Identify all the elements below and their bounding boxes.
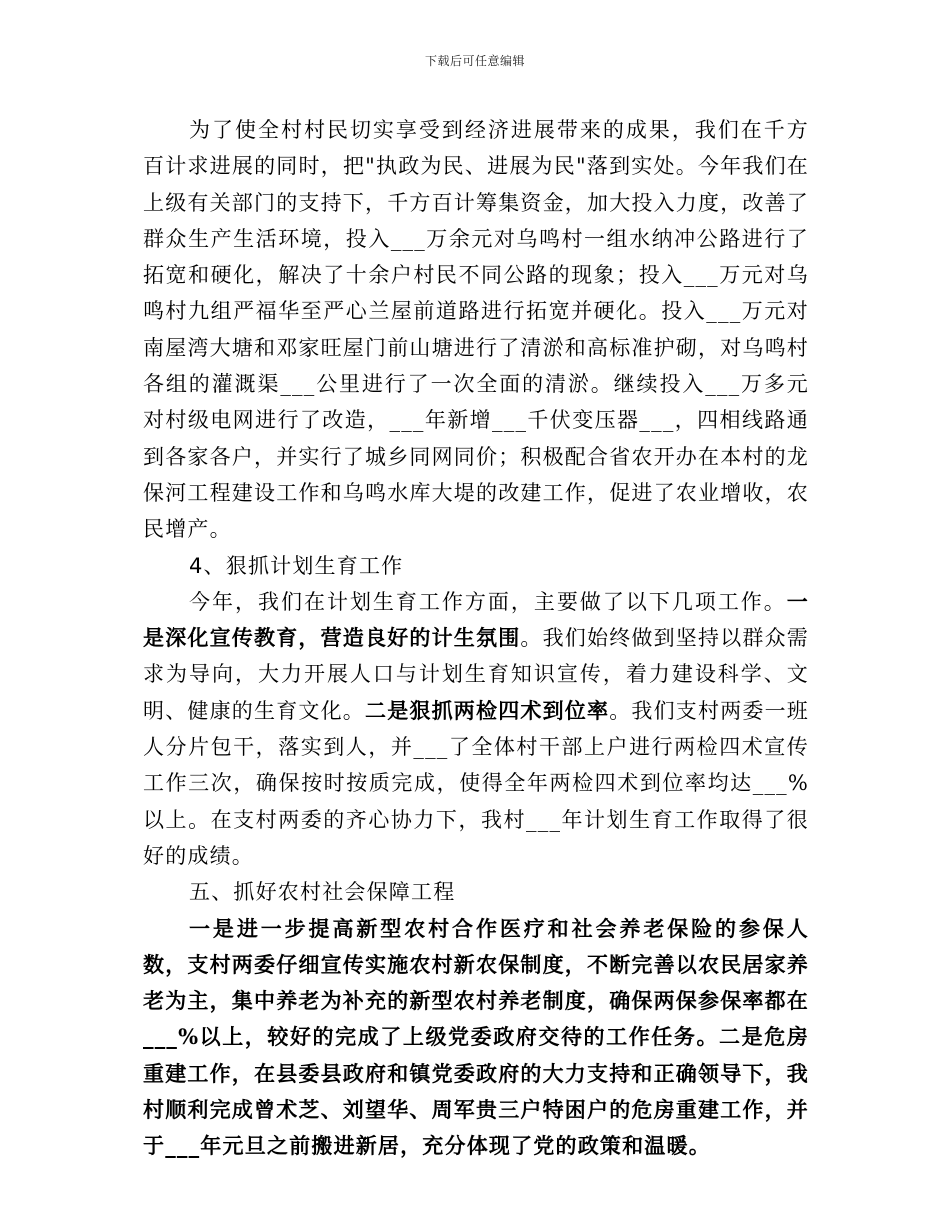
paragraph-text: 。我们始终做到坚持以群众需求为导向，大力开展人口与计划生育知识宣传，着力建设科学、文明、健康的生育文化。 (143, 626, 810, 723)
paragraph-text: 。我们支村两委一班人分片包干，落实到人，并___了全体村干部上户进行两检四术宣传工作三次，确保按时按质完成，使得全年两检四术到位率均达___%以上。在支村两委的齐心协力下，我村___年计划生育工作取得了很好的成绩。 (143, 698, 810, 868)
section-heading-social-security: 五、抓好农村社会保障工程 (189, 880, 456, 905)
paragraph-family-planning (143, 584, 809, 874)
bold-point-two: 二是狠抓两检四术到位率 (365, 697, 610, 723)
paragraph-social-security: 一是进一步提高新型农村合作医疗和社会养老保险的参保人数，支村两委仔细宣传实施农村新农保制度，不断完善以农民居家养老为主，集中养老为补充的新型农村养老制度，确保两保参保率都在___%以上，较好的完成了上级党委政府交待的工作任务。二是危房重建工作，在县委县政府和镇党委政府的大力支持和正确领导下，我村顺利完成曾术芝、刘望华、周军贵三户特困户的危房重建工作，并于___年元旦之前搬进新居，充分体现了党的政策和温暖。 (143, 915, 809, 1159)
page-header: 下载后可任意编辑 (424, 54, 525, 68)
bold-point-one: 一是深化宣传教育，营造良好的计生氛围 (143, 588, 809, 651)
section-heading-family-planning: 4、狠抓计划生育工作 (189, 553, 404, 578)
paragraph-infrastructure: 为了使全村村民切实享受到经济进展带来的成果，我们在千方百计求进展的同时，把"执政为民、进展为民"落到实处。今年我们在上级有关部门的支持下，千方百计筹集资金，加大投入力度，改善了群众生产生活环境，投入___万余元对乌鸣村一组水纳冲公路进行了拓宽和硬化，解决了十余户村民不同公路的现象；投入___万元对乌鸣村九组严福华至严心兰屋前道路进行拓宽并硬化。投入___万元对南屋湾大塘和邓家旺屋门前山塘进行了清淤和高标准护砌，对乌鸣村各组的灌溉渠___公里进行了一次全面的清淤。继续投入___万多元对村级电网进行了改造，___年新增___千伏变压器___，四相线路通到各家各户，并实行了城乡同网同价；积极配合省农开办在本村的龙保河工程建设工作和乌鸣水库大堤的改建工作，促进了农业增收，农民增产。 (143, 118, 809, 542)
document-body (143, 112, 809, 1165)
paragraph-intro: 今年，我们在计划生育工作方面，主要做了以下几项工作。 (189, 589, 787, 614)
